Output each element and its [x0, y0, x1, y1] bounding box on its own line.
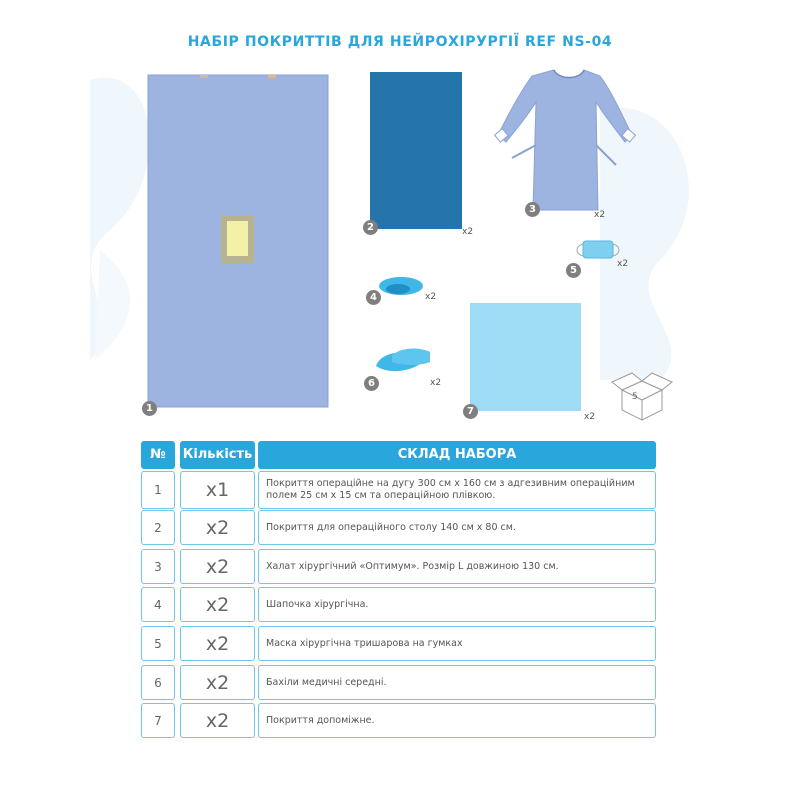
item-badge-3: 3 [525, 202, 540, 217]
drape-arc-illustration [148, 75, 328, 407]
item-badge-7: 7 [463, 404, 478, 419]
qty-mark-2: x2 [462, 227, 474, 237]
row-4-qty-cell [180, 587, 255, 622]
row-number: 4 [154, 597, 162, 612]
page-title: НАБІР ПОКРИТТІВ ДЛЯ НЕЙРОХІРУРГІЇ REF NS-04 [187, 34, 613, 50]
qty-mark-3: x2 [594, 210, 606, 220]
qty-mark-6: x2 [430, 378, 442, 388]
qty-mark-7: x2 [584, 412, 596, 422]
row-3-desc-cell [258, 549, 656, 584]
box-count-label: 5 [632, 392, 638, 402]
surgical-gown-illustration [495, 70, 636, 210]
row-quantity: x2 [205, 709, 230, 732]
row-quantity: x2 [205, 516, 230, 539]
row-quantity: x2 [205, 593, 230, 616]
row-7-num-cell [141, 703, 175, 738]
row-1-qty-cell [180, 471, 255, 509]
row-description: Покриття допоміжне. [266, 714, 375, 726]
surgical-cap-illustration [379, 277, 423, 295]
qty-mark-5: x2 [617, 259, 629, 269]
row-3-num-cell [141, 549, 175, 584]
row-1-num-cell [141, 471, 175, 509]
item-badge-1: 1 [142, 401, 157, 416]
row-2-desc-cell [258, 510, 656, 545]
row-number: 7 [154, 713, 162, 728]
row-description: Покриття операційне на дугу 300 см x 160 см з адгезивним операційним полем 25 см x 15 см та операційною плівкою. [266, 478, 635, 501]
row-number: 6 [154, 675, 162, 690]
row-number: 1 [154, 483, 162, 497]
row-6-qty-cell [180, 665, 255, 700]
row-description: Халат хірургічний «Оптимум». Розмір L довжиною 130 см. [266, 560, 559, 572]
header-num: № [141, 441, 175, 469]
row-quantity: x2 [205, 555, 230, 578]
row-1-desc-cell [258, 471, 656, 509]
row-number: 3 [154, 559, 162, 574]
row-5-qty-cell [180, 626, 255, 661]
item-badge-4: 4 [366, 290, 381, 305]
row-description: Шапочка хірургічна. [266, 598, 369, 610]
row-quantity: x2 [205, 671, 230, 694]
item-badge-6: 6 [364, 376, 379, 391]
item-badge-2: 2 [363, 220, 378, 235]
table-cover-illustration [370, 72, 462, 229]
surgical-mask-illustration [577, 241, 619, 258]
header-qty: Кількість [180, 441, 255, 469]
row-5-num-cell [141, 626, 175, 661]
shoe-covers-illustration [376, 349, 430, 372]
box-icon [612, 373, 672, 420]
row-2-num-cell [141, 510, 175, 545]
qty-mark-4: x2 [425, 292, 437, 302]
row-3-qty-cell [180, 549, 255, 584]
row-4-desc-cell [258, 587, 656, 622]
row-description: Бахіли медичні середні. [266, 676, 387, 688]
row-2-qty-cell [180, 510, 255, 545]
header-desc: СКЛАД НАБОРА [258, 441, 656, 469]
row-4-num-cell [141, 587, 175, 622]
row-number: 2 [154, 520, 162, 535]
row-description: Маска хірургічна тришарова на гумках [266, 637, 463, 649]
row-6-desc-cell [258, 665, 656, 700]
row-7-desc-cell [258, 703, 656, 738]
row-7-qty-cell [180, 703, 255, 738]
item-badge-5: 5 [566, 263, 581, 278]
row-number: 5 [154, 636, 162, 651]
row-quantity: x2 [205, 632, 230, 655]
row-description: Покриття для операційного столу 140 см x 80 см. [266, 521, 516, 533]
row-quantity: x1 [205, 479, 230, 501]
row-6-num-cell [141, 665, 175, 700]
auxiliary-cover-illustration [470, 303, 581, 411]
row-5-desc-cell [258, 626, 656, 661]
